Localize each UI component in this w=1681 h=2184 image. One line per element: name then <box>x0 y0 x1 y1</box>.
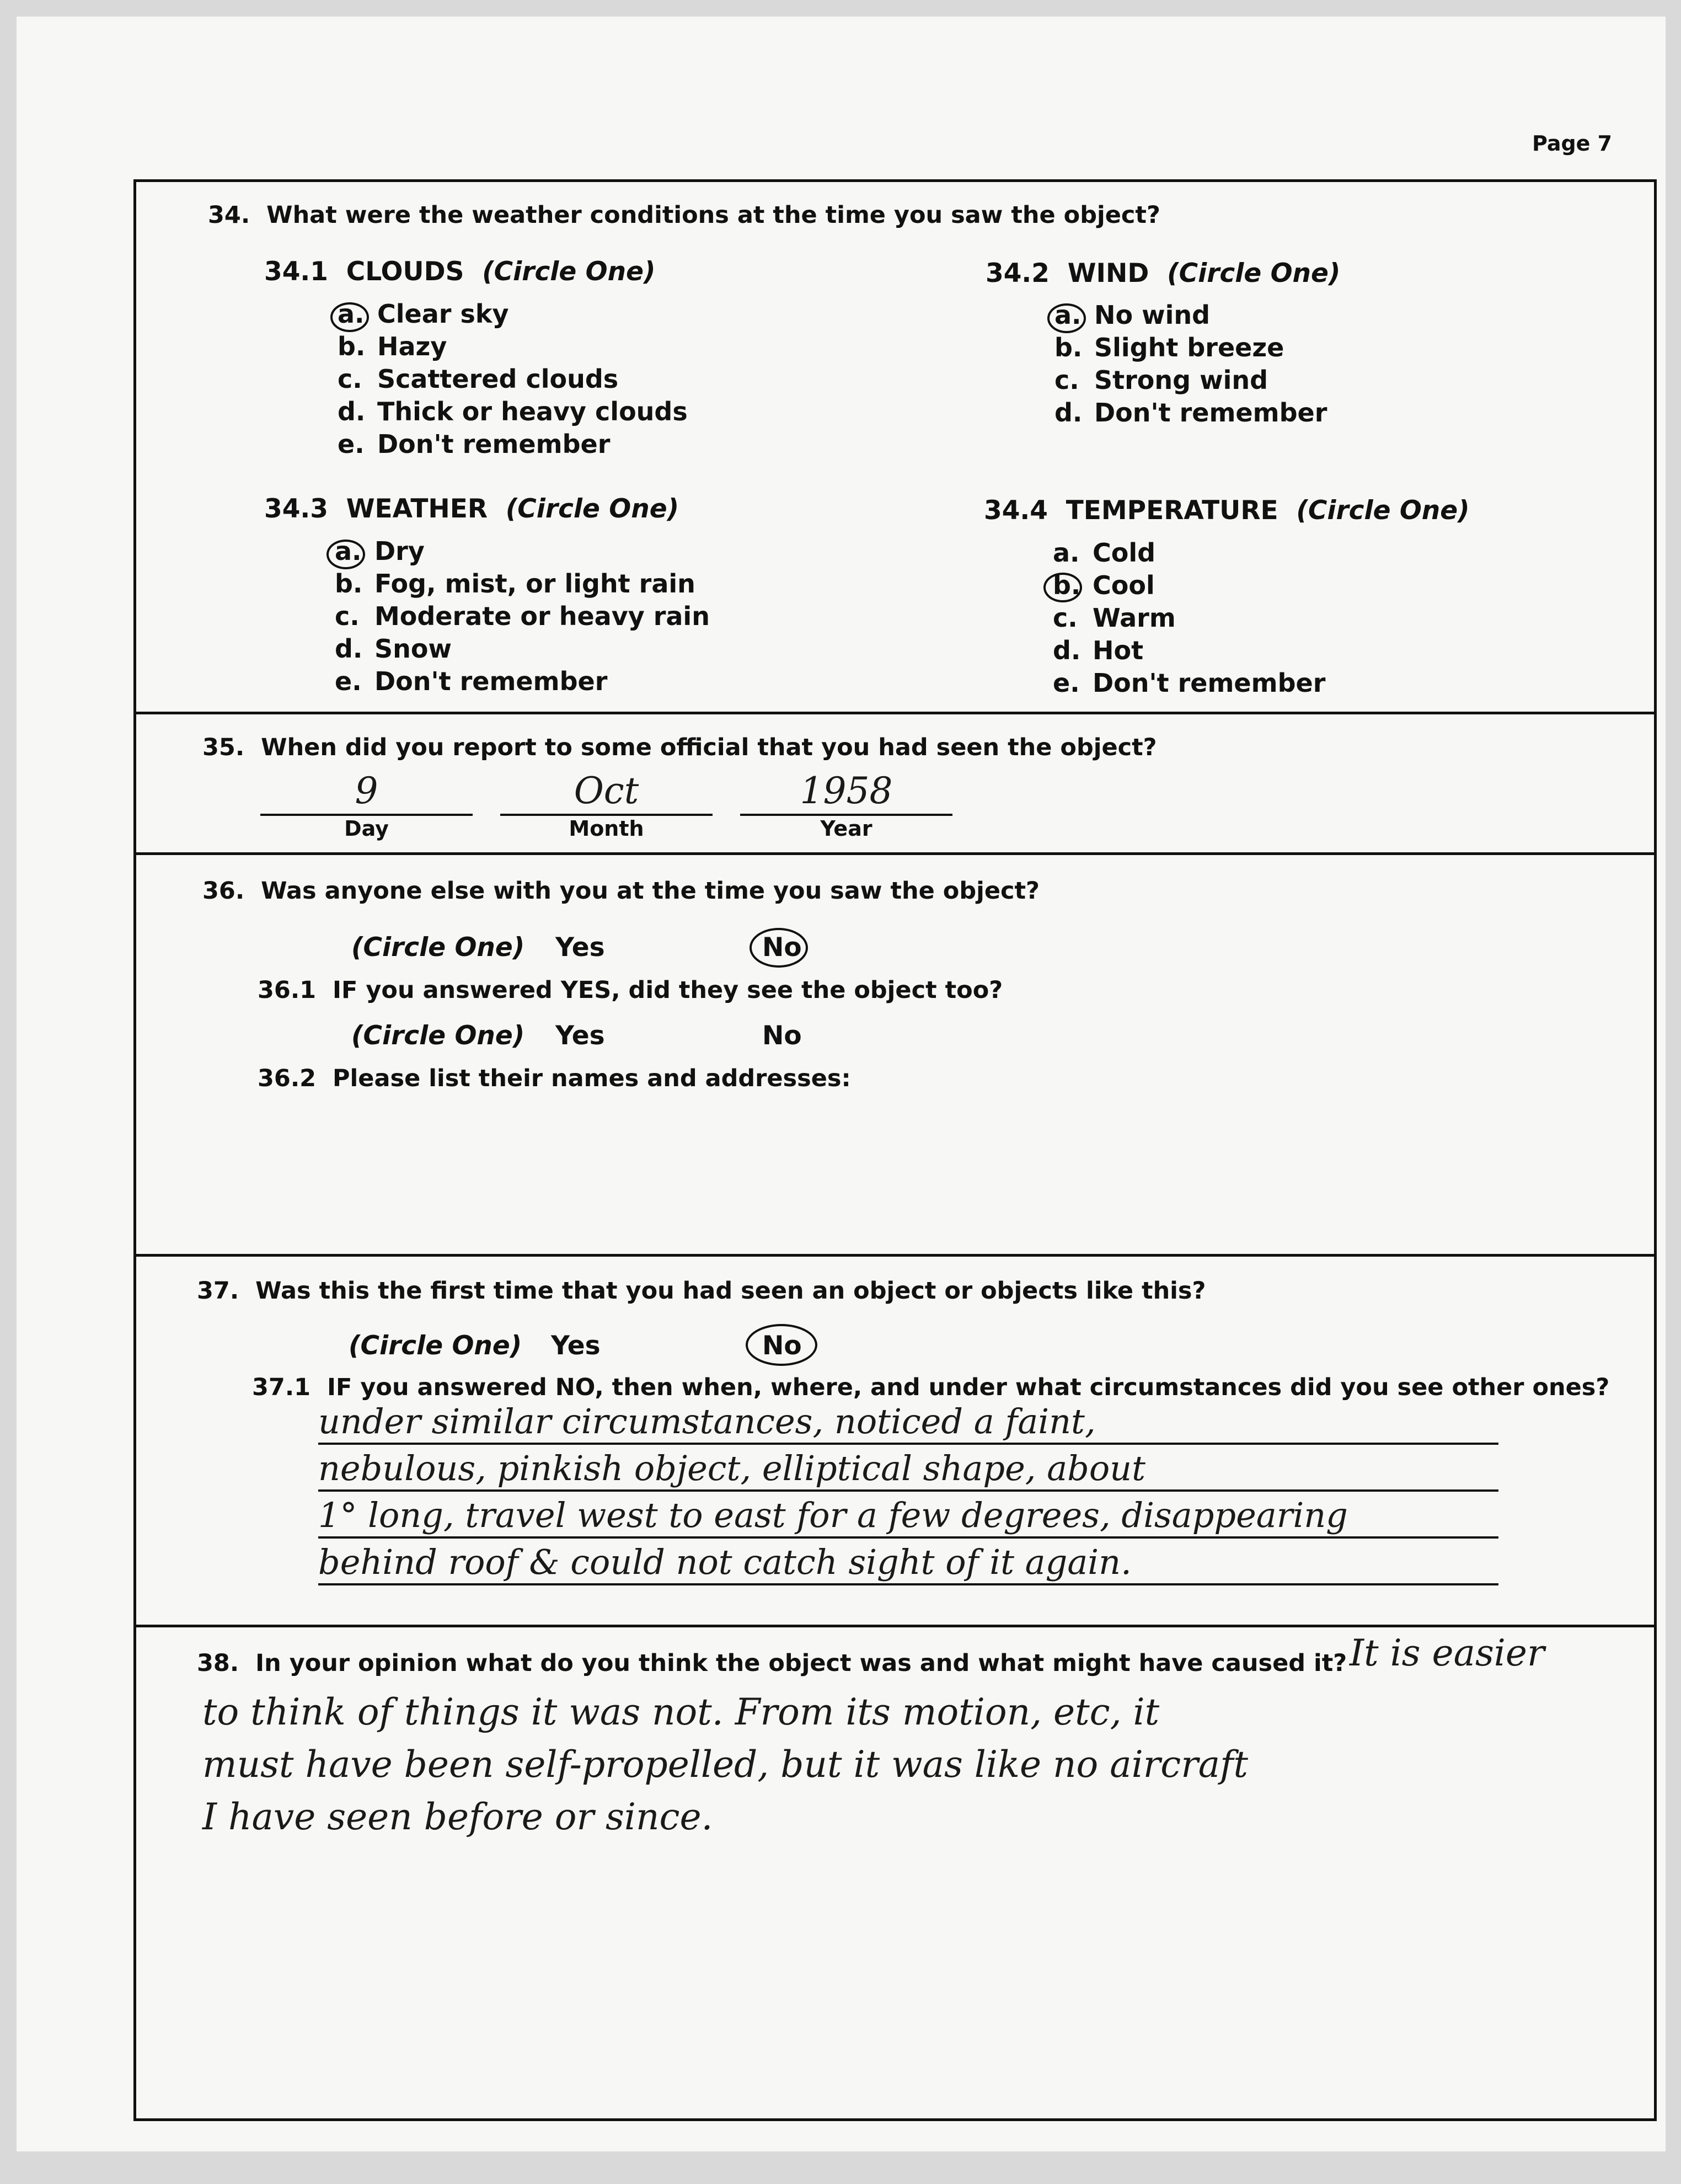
q36-1-text: IF you answered YES, did they see the object too? <box>333 976 1003 1004</box>
weather-option-d[interactable] <box>335 633 710 665</box>
wind-option-a[interactable] <box>1054 299 1327 332</box>
section-divider <box>136 852 1654 855</box>
clouds-option-d[interactable] <box>338 396 688 428</box>
selection-circle-q37-no <box>746 1324 817 1366</box>
option-text: Don't remember <box>377 429 611 459</box>
q38-number: 38. <box>197 1649 239 1677</box>
option-text: Hot <box>1093 636 1144 665</box>
option-letter: e. <box>335 666 362 696</box>
temperature-option-d[interactable] <box>1053 634 1325 667</box>
option-text: Clear sky <box>377 299 509 329</box>
option-letter: a. <box>1054 300 1082 330</box>
q36-text: Was anyone else with you at the time you saw the object? <box>261 877 1040 905</box>
option-text: Don't remember <box>1093 668 1326 698</box>
option-letter: a. <box>335 536 362 566</box>
option-text: Hazy <box>377 332 447 361</box>
report-day-line <box>260 814 473 816</box>
weather-option-e[interactable] <box>335 665 710 698</box>
clouds-option-a[interactable] <box>338 298 688 330</box>
answer-line-2: must have been self-propelled, but it was like no aircraft <box>202 1743 1249 1786</box>
clouds-option-b[interactable] <box>338 330 688 363</box>
option-text: Slight breeze <box>1094 333 1284 362</box>
wind-options <box>1054 299 1327 429</box>
option-text: Cold <box>1093 538 1156 568</box>
option-text: Fog, mist, or light rain <box>374 569 695 599</box>
selection-circle-clouds-a <box>330 302 369 332</box>
option-text: Cool <box>1093 570 1155 600</box>
q36-1-yes-option[interactable]: Yes <box>555 1021 605 1051</box>
option-letter: e. <box>338 429 365 459</box>
q36-number: 36. <box>202 877 245 905</box>
weather-title: WEATHER <box>346 494 488 524</box>
wind-instruction: (Circle One) <box>1167 258 1341 289</box>
wind-option-b[interactable] <box>1054 332 1327 364</box>
report-year-line <box>740 814 952 816</box>
q38-text: In your opinion what do you think the object was and what might have caused it? <box>255 1649 1347 1677</box>
q34-text: What were the weather conditions at the time you saw the object? <box>266 201 1160 229</box>
q37-number: 37. <box>197 1277 239 1305</box>
q37-question <box>197 1277 1206 1305</box>
q36-no-option[interactable]: No <box>762 932 802 963</box>
weather-heading <box>264 494 679 524</box>
option-text: Snow <box>374 634 452 664</box>
answer-first-words: It is easier <box>1350 1632 1545 1674</box>
answer-line-3: 1° long, travel west to east for a few degrees, disappearing <box>318 1495 1348 1535</box>
option-letter: b. <box>1053 570 1081 600</box>
answer-rule <box>318 1489 1498 1492</box>
wind-title: WIND <box>1067 258 1149 289</box>
selection-circle-q36-no <box>750 928 808 968</box>
q37-no-option[interactable]: No <box>762 1331 802 1361</box>
q37-1-number: 37.1 <box>252 1374 311 1401</box>
q35-question <box>202 734 1157 761</box>
temperature-heading <box>984 495 1470 526</box>
q38-question <box>197 1649 1347 1677</box>
weather-option-c[interactable] <box>335 600 710 633</box>
wind-number: 34.2 <box>986 258 1050 289</box>
selection-circle-temperature-b <box>1043 573 1082 602</box>
temperature-title: TEMPERATURE <box>1066 495 1278 526</box>
selection-circle-weather-a <box>326 540 365 569</box>
q36-1-question <box>258 976 1003 1004</box>
temperature-option-b[interactable] <box>1053 569 1325 602</box>
report-month-caption: Month <box>569 816 644 841</box>
option-letter: e. <box>1053 668 1080 698</box>
answer-rule <box>318 1443 1498 1445</box>
q35-number: 35. <box>202 734 245 761</box>
answer-line-3: I have seen before or since. <box>202 1796 713 1838</box>
q37-instruction <box>349 1331 522 1361</box>
q36-instruction-text: (Circle One) <box>351 932 525 963</box>
q37-instruction-text: (Circle One) <box>349 1331 522 1361</box>
page-number: Page 7 <box>1532 131 1613 156</box>
q35-text: When did you report to some official that you had seen the object? <box>261 734 1157 761</box>
report-day-caption: Day <box>344 816 389 841</box>
option-letter: d. <box>338 397 366 426</box>
q37-yes-option[interactable]: Yes <box>551 1331 601 1361</box>
option-letter: b. <box>338 332 366 361</box>
clouds-instruction: (Circle One) <box>482 257 656 287</box>
report-month-line <box>500 814 713 816</box>
q36-question <box>202 877 1040 905</box>
option-text: Scattered clouds <box>377 364 619 394</box>
temperature-option-e[interactable] <box>1053 667 1325 699</box>
clouds-option-e[interactable] <box>338 428 688 461</box>
option-letter: c. <box>335 601 360 631</box>
temperature-option-c[interactable] <box>1053 602 1325 634</box>
q37-1-text: IF you answered NO, then when, where, and under what circumstances did you see other ones? <box>327 1374 1610 1401</box>
q36-1-instruction-text: (Circle One) <box>351 1021 525 1051</box>
q34-question <box>208 201 1160 229</box>
clouds-options <box>338 298 688 461</box>
q37-text: Was this the first time that you had seen an object or objects like this? <box>255 1277 1206 1305</box>
option-letter: d. <box>1053 636 1081 665</box>
temperature-instruction: (Circle One) <box>1296 495 1470 526</box>
q36-1-instruction <box>351 1021 524 1051</box>
option-text: Moderate or heavy rain <box>374 601 710 631</box>
section-divider <box>136 712 1654 714</box>
weather-option-a[interactable] <box>335 535 710 568</box>
option-letter: c. <box>1054 365 1079 395</box>
q36-1-number: 36.1 <box>258 976 317 1004</box>
clouds-title: CLOUDS <box>346 257 464 287</box>
report-year-value[interactable]: 1958 <box>800 770 893 812</box>
temperature-number: 34.4 <box>984 495 1048 526</box>
answer-rule <box>318 1583 1498 1585</box>
option-letter: b. <box>1054 333 1083 362</box>
section-divider <box>136 1254 1654 1257</box>
q36-2-text: Please list their names and addresses: <box>333 1065 851 1092</box>
answer-rule <box>318 1536 1498 1539</box>
option-text: Dry <box>374 536 425 566</box>
option-letter: a. <box>338 299 365 329</box>
q36-2-number: 36.2 <box>258 1065 317 1092</box>
option-text: Don't remember <box>1094 398 1327 428</box>
option-text: No wind <box>1094 300 1211 330</box>
q37-1-question <box>252 1374 1609 1401</box>
weather-option-b[interactable] <box>335 568 710 600</box>
temperature-options <box>1053 537 1325 699</box>
q36-yes-option[interactable]: Yes <box>555 932 605 963</box>
answer-line-2: nebulous, pinkish object, elliptical shape, about <box>318 1448 1146 1488</box>
answer-line-4: behind roof & could not catch sight of it again. <box>318 1542 1132 1582</box>
weather-number: 34.3 <box>264 494 328 524</box>
option-text: Thick or heavy clouds <box>377 397 688 426</box>
report-day-value[interactable]: 9 <box>355 770 378 812</box>
clouds-heading <box>264 257 655 287</box>
q34-number: 34. <box>208 201 250 229</box>
option-letter: d. <box>335 634 363 664</box>
temperature-option-a[interactable] <box>1053 537 1325 569</box>
option-letter: b. <box>335 569 363 599</box>
option-text: Strong wind <box>1094 365 1268 395</box>
weather-options <box>335 535 710 698</box>
report-year-caption: Year <box>820 816 872 841</box>
weather-instruction: (Circle One) <box>505 494 679 524</box>
clouds-option-c[interactable] <box>338 363 688 396</box>
answer-line-1: to think of things it was not. From its motion, etc, it <box>202 1691 1160 1733</box>
option-letter: c. <box>338 364 362 394</box>
wind-heading <box>986 258 1340 289</box>
selection-circle-wind-a <box>1047 303 1086 333</box>
option-text: Don't remember <box>374 666 608 696</box>
answer-line-1: under similar circumstances, noticed a faint, <box>318 1401 1096 1441</box>
document-page <box>17 17 1666 2151</box>
q36-instruction <box>351 932 524 963</box>
option-letter: d. <box>1054 398 1083 428</box>
report-month-value[interactable]: Oct <box>574 770 639 812</box>
wind-option-d[interactable] <box>1054 397 1327 429</box>
option-text: Warm <box>1093 603 1176 633</box>
option-letter: c. <box>1053 603 1078 633</box>
clouds-number: 34.1 <box>264 257 328 287</box>
option-letter: a. <box>1053 538 1080 568</box>
q36-1-no-option[interactable]: No <box>762 1021 802 1051</box>
section-divider <box>136 1625 1654 1627</box>
q36-2-question <box>258 1065 851 1092</box>
wind-option-c[interactable] <box>1054 364 1327 397</box>
questionnaire-form <box>133 179 1657 2121</box>
